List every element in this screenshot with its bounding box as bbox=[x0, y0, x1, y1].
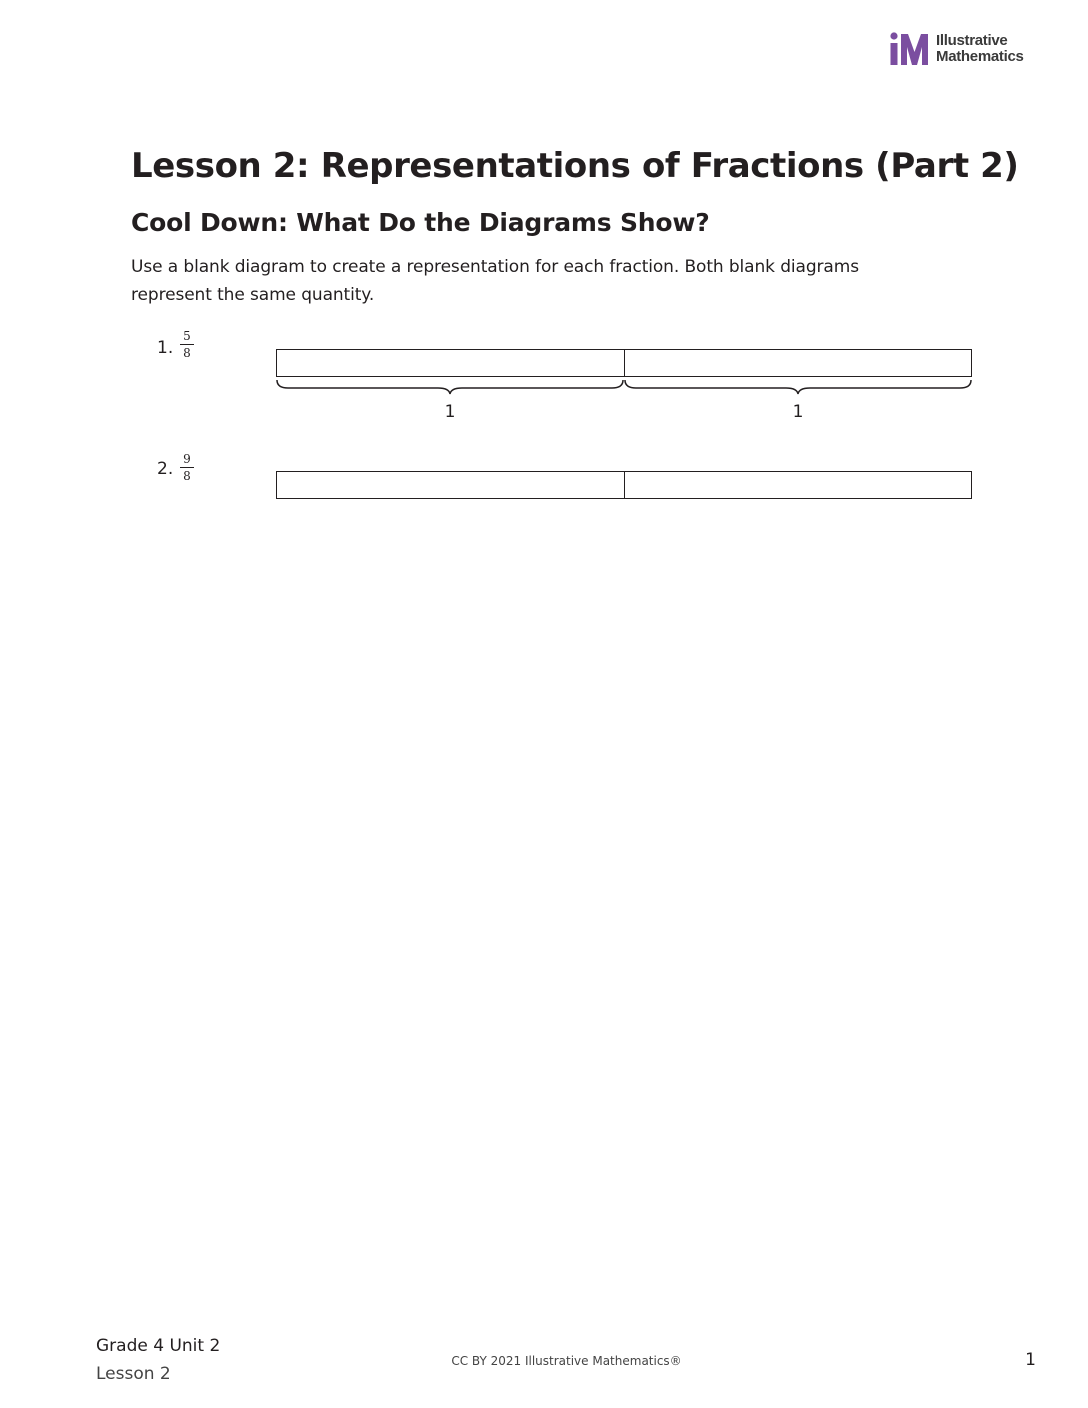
instructions-text: Use a blank diagram to create a representation for each fraction. Both blank diagrams represent the same quantity. bbox=[131, 257, 859, 305]
problem-1-numerator: 5 bbox=[183, 329, 191, 343]
problem-1-number: 1. bbox=[157, 338, 174, 358]
tape-segment-right[interactable] bbox=[624, 472, 972, 498]
page-number: 1 bbox=[1025, 1350, 1036, 1370]
im-logo-icon bbox=[888, 32, 932, 66]
fraction-bar bbox=[180, 344, 194, 345]
problem-1-tape-diagram[interactable] bbox=[276, 349, 972, 377]
problem-2-tape-diagram[interactable] bbox=[276, 471, 972, 499]
problem-2-fraction bbox=[180, 452, 194, 483]
problem-2-denominator: 8 bbox=[183, 469, 191, 483]
logo-wordmark bbox=[936, 33, 1024, 65]
logo-line1: Illustrative bbox=[936, 32, 1008, 49]
brace-label-right: 1 bbox=[792, 402, 804, 422]
fraction-bar bbox=[180, 467, 194, 468]
problem-1-fraction bbox=[180, 329, 194, 360]
problem-2-number: 2. bbox=[157, 459, 174, 479]
tape-segment-right[interactable] bbox=[624, 350, 972, 376]
right-brace bbox=[625, 380, 971, 394]
tape-segment-left[interactable] bbox=[277, 350, 624, 376]
footer-grade-unit: Grade 4 Unit 2 bbox=[96, 1336, 221, 1356]
page-title: Lesson 2: Representations of Fractions (Part 2) bbox=[131, 146, 1019, 186]
footer-copyright: CC BY 2021 Illustrative Mathematics® bbox=[451, 1354, 682, 1368]
problem-1-braces bbox=[276, 378, 974, 404]
left-brace bbox=[277, 380, 623, 394]
problem-2-numerator: 9 bbox=[183, 452, 191, 466]
problem-1-denominator: 8 bbox=[183, 346, 191, 360]
tape-segment-left[interactable] bbox=[277, 472, 624, 498]
illustrative-mathematics-logo bbox=[888, 32, 1048, 68]
logo-line2: Mathematics bbox=[936, 48, 1024, 65]
brace-label-left: 1 bbox=[444, 402, 456, 422]
section-subtitle: Cool Down: What Do the Diagrams Show? bbox=[131, 208, 710, 237]
footer-lesson: Lesson 2 bbox=[96, 1364, 171, 1384]
